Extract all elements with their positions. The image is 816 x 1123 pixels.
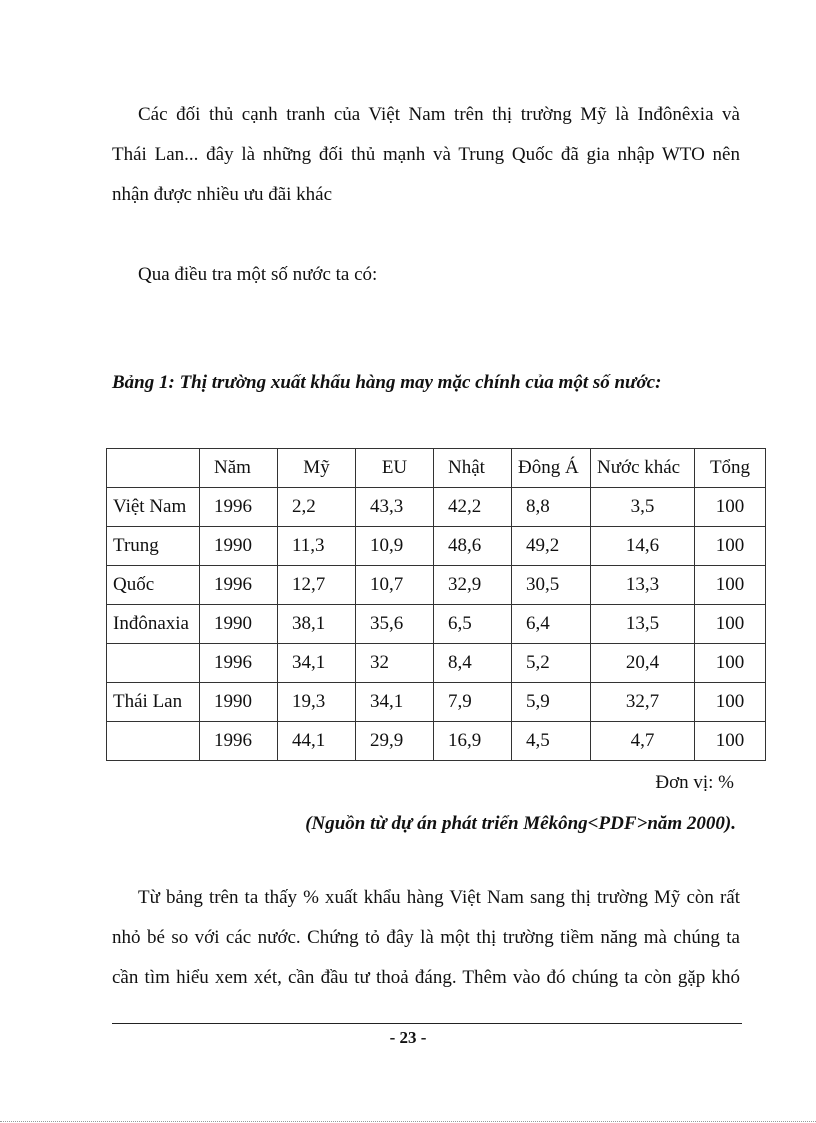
intro-line-3: nhận được nhiều ưu đãi khác (112, 184, 333, 205)
value-cell: 6,4 (512, 605, 591, 644)
value-cell: 8,8 (512, 488, 591, 527)
value-cell: 32 (356, 644, 434, 683)
intro-paragraph (112, 95, 740, 215)
page-number: - 23 - (389, 1028, 427, 1047)
table-row (107, 527, 766, 566)
survey-paragraph (112, 255, 740, 295)
value-cell: 29,9 (356, 722, 434, 761)
page-bottom-border (0, 1121, 816, 1122)
country-cell: Thái Lan (107, 683, 200, 722)
value-cell: 8,4 (434, 644, 512, 683)
value-cell: 4,5 (512, 722, 591, 761)
table-row (107, 488, 766, 527)
survey-line: Qua điều tra một số nước ta có: (138, 264, 378, 285)
table-row (107, 683, 766, 722)
source-note: (Nguồn từ dự án phát triển Mêkông<PDF>năm 2000). (305, 813, 736, 834)
analysis-line-3: cần tìm hiểu xem xét, cần đầu tư thoả đáng. Thêm vào đó chúng ta còn gặp khó (112, 967, 740, 988)
total-cell: 100 (695, 566, 766, 605)
analysis-paragraph (112, 878, 740, 998)
header-cell-total: Tổng (695, 449, 766, 488)
value-cell: 32,9 (434, 566, 512, 605)
total-cell: 100 (695, 644, 766, 683)
intro-line-1: Các đối thủ cạnh tranh của Việt Nam trên thị trường Mỹ là Inđônêxia và (138, 104, 740, 125)
value-cell: 5,2 (512, 644, 591, 683)
value-cell: 5,9 (512, 683, 591, 722)
value-cell: 19,3 (278, 683, 356, 722)
year-cell: 1990 (200, 527, 278, 566)
value-cell: 35,6 (356, 605, 434, 644)
analysis-line-2: nhỏ bé so với các nước. Chứng tỏ đây là một thị trường tiềm năng mà chúng ta (112, 927, 740, 948)
year-cell: 1990 (200, 683, 278, 722)
table-row (107, 605, 766, 644)
header-cell-east-asia: Đông Á (512, 449, 591, 488)
value-cell: 4,7 (591, 722, 695, 761)
header-cell-year: Năm (200, 449, 278, 488)
footer-divider (112, 1023, 742, 1024)
country-cell: Quốc (107, 566, 200, 605)
total-cell: 100 (695, 605, 766, 644)
value-cell: 12,7 (278, 566, 356, 605)
value-cell: 16,9 (434, 722, 512, 761)
year-cell: 1990 (200, 605, 278, 644)
year-cell: 1996 (200, 566, 278, 605)
value-cell: 3,5 (591, 488, 695, 527)
table-row (107, 644, 766, 683)
value-cell: 13,3 (591, 566, 695, 605)
intro-line-2: Thái Lan... đây là những đối thủ mạnh và Trung Quốc đã gia nhập WTO nên (112, 144, 740, 165)
value-cell: 7,9 (434, 683, 512, 722)
value-cell: 32,7 (591, 683, 695, 722)
header-cell-japan: Nhật (434, 449, 512, 488)
total-cell: 100 (695, 488, 766, 527)
header-cell-empty (107, 449, 200, 488)
value-cell: 42,2 (434, 488, 512, 527)
country-cell (107, 644, 200, 683)
value-cell: 48,6 (434, 527, 512, 566)
value-cell: 2,2 (278, 488, 356, 527)
country-cell: Inđônaxia (107, 605, 200, 644)
value-cell: 6,5 (434, 605, 512, 644)
year-cell: 1996 (200, 644, 278, 683)
country-cell: Việt Nam (107, 488, 200, 527)
value-cell: 34,1 (278, 644, 356, 683)
value-cell: 11,3 (278, 527, 356, 566)
table-caption: Bảng 1: Thị trường xuất khẩu hàng may mặc chính của một số nước: (112, 372, 662, 393)
value-cell: 44,1 (278, 722, 356, 761)
value-cell: 34,1 (356, 683, 434, 722)
country-cell (107, 722, 200, 761)
total-cell: 100 (695, 722, 766, 761)
value-cell: 14,6 (591, 527, 695, 566)
value-cell: 43,3 (356, 488, 434, 527)
value-cell: 30,5 (512, 566, 591, 605)
value-cell: 13,5 (591, 605, 695, 644)
analysis-line-1: Từ bảng trên ta thấy % xuất khẩu hàng Việt Nam sang thị trường Mỹ còn rất (138, 887, 740, 908)
export-market-table (106, 448, 766, 761)
year-cell: 1996 (200, 722, 278, 761)
value-cell: 10,9 (356, 527, 434, 566)
unit-note: Đơn vị: % (655, 772, 734, 793)
header-cell-usa: Mỹ (278, 449, 356, 488)
header-cell-eu: EU (356, 449, 434, 488)
value-cell: 20,4 (591, 644, 695, 683)
value-cell: 10,7 (356, 566, 434, 605)
total-cell: 100 (695, 683, 766, 722)
table-header-row (107, 449, 766, 488)
total-cell: 100 (695, 527, 766, 566)
country-cell: Trung (107, 527, 200, 566)
year-cell: 1996 (200, 488, 278, 527)
table-row (107, 722, 766, 761)
value-cell: 38,1 (278, 605, 356, 644)
value-cell: 49,2 (512, 527, 591, 566)
header-cell-other: Nước khác (591, 449, 695, 488)
table-row (107, 566, 766, 605)
